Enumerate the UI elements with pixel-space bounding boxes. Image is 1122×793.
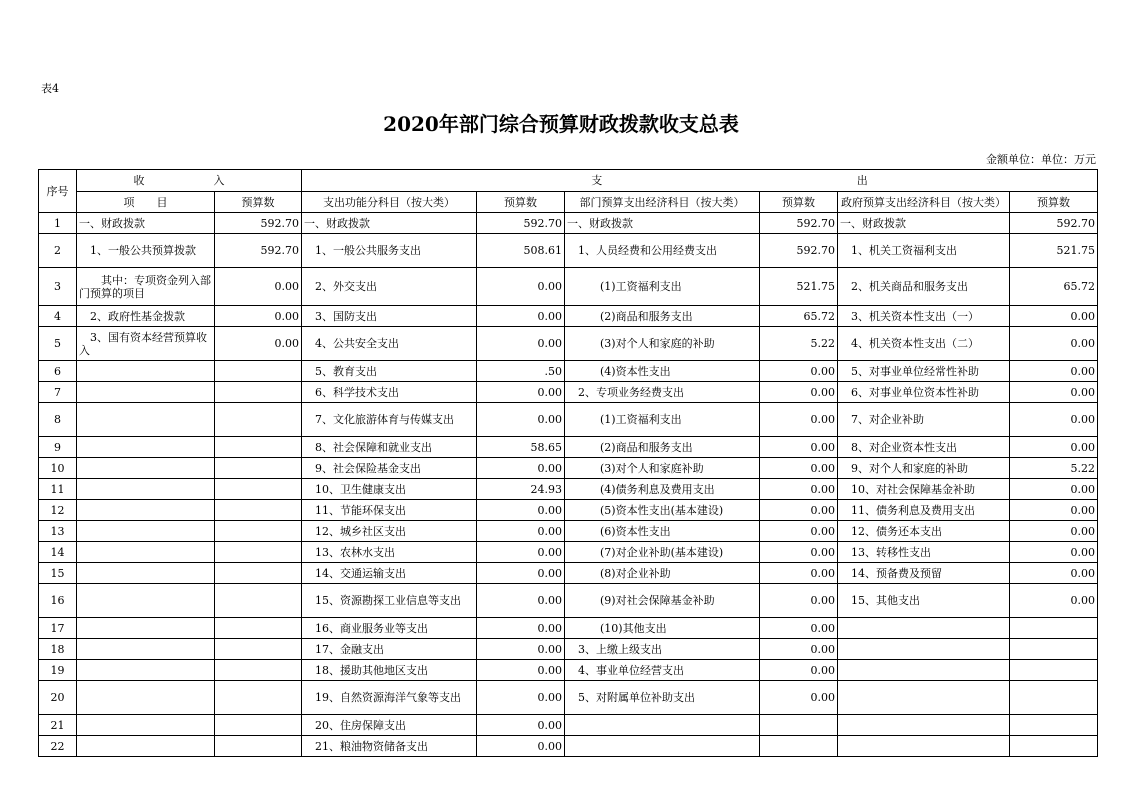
income-budget	[215, 584, 302, 618]
header-budget-dept: 预算数	[760, 192, 838, 213]
header-dept-econ: 部门预算支出经济科目（按大类）	[565, 192, 760, 213]
gov-econ-item: 6、对事业单位资本性补助	[838, 382, 1010, 403]
row-seq: 7	[39, 382, 77, 403]
income-budget	[215, 715, 302, 736]
func-budget: 0.00	[477, 458, 565, 479]
gov-econ-budget: 5.22	[1010, 458, 1098, 479]
func-item: 12、城乡社区支出	[302, 521, 477, 542]
header-income-a: 收	[133, 174, 145, 187]
func-item: 11、节能环保支出	[302, 500, 477, 521]
gov-econ-item	[838, 618, 1010, 639]
func-budget: 0.00	[477, 681, 565, 715]
income-budget	[215, 361, 302, 382]
func-budget: 0.00	[477, 403, 565, 437]
table-row	[39, 563, 1098, 584]
gov-econ-budget	[1010, 736, 1098, 757]
dept-econ-budget: 0.00	[760, 403, 838, 437]
func-budget: 508.61	[477, 234, 565, 268]
table-row	[39, 268, 1098, 306]
dept-econ-budget: 0.00	[760, 639, 838, 660]
dept-econ-budget: 0.00	[760, 458, 838, 479]
func-item: 8、社会保障和就业支出	[302, 437, 477, 458]
gov-econ-item: 7、对企业补助	[838, 403, 1010, 437]
row-seq: 3	[39, 268, 77, 306]
func-budget: 0.00	[477, 382, 565, 403]
dept-econ-budget	[760, 736, 838, 757]
gov-econ-item: 9、对个人和家庭的补助	[838, 458, 1010, 479]
income-item: 其中：专项资金列入部门预算的项目	[77, 268, 215, 306]
table-row	[39, 618, 1098, 639]
income-budget	[215, 681, 302, 715]
budget-summary-table	[38, 169, 1098, 757]
gov-econ-budget: 0.00	[1010, 479, 1098, 500]
row-seq: 19	[39, 660, 77, 681]
row-seq: 8	[39, 403, 77, 437]
table-row	[39, 306, 1098, 327]
dept-econ-item: 3、上缴上级支出	[565, 639, 760, 660]
header-seq: 序号	[39, 170, 77, 213]
table-row	[39, 361, 1098, 382]
dept-econ-item: (9)对社会保障基金补助	[565, 584, 760, 618]
income-item	[77, 639, 215, 660]
dept-econ-budget: 592.70	[760, 234, 838, 268]
func-item: 16、商业服务业等支出	[302, 618, 477, 639]
income-budget	[215, 563, 302, 584]
table-row	[39, 403, 1098, 437]
func-item: 15、资源勘探工业信息等支出	[302, 584, 477, 618]
table-row	[39, 213, 1098, 234]
func-budget: 24.93	[477, 479, 565, 500]
dept-econ-item: 一、财政拨款	[565, 213, 760, 234]
income-budget: 0.00	[215, 306, 302, 327]
gov-econ-budget: 0.00	[1010, 361, 1098, 382]
row-seq: 9	[39, 437, 77, 458]
gov-econ-item: 一、财政拨款	[838, 213, 1010, 234]
dept-econ-item: (1)工资福利支出	[565, 268, 760, 306]
gov-econ-item: 5、对事业单位经常性补助	[838, 361, 1010, 382]
gov-econ-item: 15、其他支出	[838, 584, 1010, 618]
dept-econ-budget: 521.75	[760, 268, 838, 306]
func-item: 3、国防支出	[302, 306, 477, 327]
gov-econ-item	[838, 736, 1010, 757]
func-budget: 592.70	[477, 213, 565, 234]
gov-econ-item	[838, 660, 1010, 681]
dept-econ-budget: 0.00	[760, 584, 838, 618]
func-budget: 58.65	[477, 437, 565, 458]
row-seq: 14	[39, 542, 77, 563]
dept-econ-budget: 0.00	[760, 479, 838, 500]
gov-econ-item: 12、债务还本支出	[838, 521, 1010, 542]
table-row	[39, 327, 1098, 361]
income-item	[77, 521, 215, 542]
gov-econ-item	[838, 639, 1010, 660]
func-budget: 0.00	[477, 660, 565, 681]
gov-econ-budget: 0.00	[1010, 542, 1098, 563]
gov-econ-budget: 0.00	[1010, 327, 1098, 361]
dept-econ-item: 4、事业单位经营支出	[565, 660, 760, 681]
dept-econ-budget: 0.00	[760, 660, 838, 681]
dept-econ-item: (2)商品和服务支出	[565, 437, 760, 458]
income-budget	[215, 639, 302, 660]
table-row	[39, 715, 1098, 736]
table-row	[39, 521, 1098, 542]
row-seq: 21	[39, 715, 77, 736]
dept-econ-item: (2)商品和服务支出	[565, 306, 760, 327]
income-budget	[215, 542, 302, 563]
income-item	[77, 563, 215, 584]
gov-econ-item: 13、转移性支出	[838, 542, 1010, 563]
func-item: 9、社会保险基金支出	[302, 458, 477, 479]
func-budget: 0.00	[477, 639, 565, 660]
func-budget: 0.00	[477, 268, 565, 306]
row-seq: 15	[39, 563, 77, 584]
income-item: 2、政府性基金拨款	[77, 306, 215, 327]
table-row	[39, 736, 1098, 757]
income-item	[77, 584, 215, 618]
func-budget: 0.00	[477, 542, 565, 563]
income-budget: 592.70	[215, 234, 302, 268]
dept-econ-item: (7)对企业补助(基本建设)	[565, 542, 760, 563]
table-row	[39, 437, 1098, 458]
gov-econ-item: 2、机关商品和服务支出	[838, 268, 1010, 306]
income-budget	[215, 479, 302, 500]
func-item: 6、科学技术支出	[302, 382, 477, 403]
gov-econ-budget: 0.00	[1010, 306, 1098, 327]
func-item: 19、自然资源海洋气象等支出	[302, 681, 477, 715]
gov-econ-item: 14、预备费及预留	[838, 563, 1010, 584]
dept-econ-item: (6)资本性支出	[565, 521, 760, 542]
func-item: 13、农林水支出	[302, 542, 477, 563]
func-item: 10、卫生健康支出	[302, 479, 477, 500]
gov-econ-item	[838, 715, 1010, 736]
gov-econ-item: 1、机关工资福利支出	[838, 234, 1010, 268]
table-row	[39, 500, 1098, 521]
dept-econ-budget: 0.00	[760, 437, 838, 458]
gov-econ-budget: 0.00	[1010, 382, 1098, 403]
gov-econ-budget	[1010, 618, 1098, 639]
dept-econ-budget: 0.00	[760, 618, 838, 639]
header-budget-gov: 预算数	[1010, 192, 1098, 213]
table-row	[39, 234, 1098, 268]
table-body	[39, 213, 1098, 757]
row-seq: 12	[39, 500, 77, 521]
gov-econ-item: 11、债务利息及费用支出	[838, 500, 1010, 521]
table-row	[39, 479, 1098, 500]
dept-econ-budget: 0.00	[760, 563, 838, 584]
income-item	[77, 681, 215, 715]
dept-econ-item: (4)债务利息及费用支出	[565, 479, 760, 500]
func-budget: 0.00	[477, 736, 565, 757]
row-seq: 16	[39, 584, 77, 618]
func-item: 一、财政拨款	[302, 213, 477, 234]
func-budget: 0.00	[477, 563, 565, 584]
dept-econ-item	[565, 736, 760, 757]
dept-econ-budget: 0.00	[760, 361, 838, 382]
func-item: 18、援助其他地区支出	[302, 660, 477, 681]
func-item: 2、外交支出	[302, 268, 477, 306]
gov-econ-budget: 521.75	[1010, 234, 1098, 268]
table-row	[39, 458, 1098, 479]
income-budget	[215, 736, 302, 757]
table-row	[39, 542, 1098, 563]
header-expense-a: 支	[591, 174, 603, 187]
income-item	[77, 479, 215, 500]
func-budget: 0.00	[477, 715, 565, 736]
func-item: 7、文化旅游体育与传媒支出	[302, 403, 477, 437]
income-budget: 592.70	[215, 213, 302, 234]
income-budget	[215, 437, 302, 458]
header-gov-econ: 政府预算支出经济科目（按大类）	[838, 192, 1010, 213]
income-budget	[215, 521, 302, 542]
income-budget: 0.00	[215, 268, 302, 306]
dept-econ-budget: 0.00	[760, 521, 838, 542]
func-budget: 0.00	[477, 618, 565, 639]
func-item: 17、金融支出	[302, 639, 477, 660]
dept-econ-item: (1)工资福利支出	[565, 403, 760, 437]
func-item: 21、粮油物资储备支出	[302, 736, 477, 757]
table-row	[39, 660, 1098, 681]
gov-econ-budget: 0.00	[1010, 521, 1098, 542]
dept-econ-budget	[760, 715, 838, 736]
amount-unit: 金额单位：单位：万元	[986, 153, 1096, 166]
dept-econ-budget: 0.00	[760, 542, 838, 563]
header-budget-func: 预算数	[477, 192, 565, 213]
func-item: 1、一般公共服务支出	[302, 234, 477, 268]
income-budget	[215, 382, 302, 403]
gov-econ-budget: 0.00	[1010, 500, 1098, 521]
income-item	[77, 618, 215, 639]
page-title: 2020年部门综合预算财政拨款收支总表	[383, 112, 739, 136]
dept-econ-budget: 5.22	[760, 327, 838, 361]
header-budget-income: 预算数	[215, 192, 302, 213]
dept-econ-item	[565, 715, 760, 736]
func-budget: 0.00	[477, 584, 565, 618]
gov-econ-budget: 0.00	[1010, 584, 1098, 618]
row-seq: 1	[39, 213, 77, 234]
dept-econ-item: 1、人员经费和公用经费支出	[565, 234, 760, 268]
gov-econ-item: 8、对企业资本性支出	[838, 437, 1010, 458]
income-item	[77, 715, 215, 736]
gov-econ-budget: 0.00	[1010, 563, 1098, 584]
dept-econ-item: (8)对企业补助	[565, 563, 760, 584]
dept-econ-item: (10)其他支出	[565, 618, 760, 639]
func-item: 14、交通运输支出	[302, 563, 477, 584]
income-item	[77, 437, 215, 458]
income-item	[77, 542, 215, 563]
header-income-b: 入	[213, 174, 225, 187]
gov-econ-item: 4、机关资本性支出（二）	[838, 327, 1010, 361]
income-budget	[215, 660, 302, 681]
gov-econ-budget	[1010, 681, 1098, 715]
table-number: 表4	[41, 82, 59, 95]
row-seq: 4	[39, 306, 77, 327]
income-item	[77, 660, 215, 681]
dept-econ-item: 5、对附属单位补助支出	[565, 681, 760, 715]
gov-econ-item	[838, 681, 1010, 715]
row-seq: 6	[39, 361, 77, 382]
income-item	[77, 382, 215, 403]
row-seq: 20	[39, 681, 77, 715]
func-item: 4、公共安全支出	[302, 327, 477, 361]
gov-econ-budget: 65.72	[1010, 268, 1098, 306]
gov-econ-item: 10、对社会保障基金补助	[838, 479, 1010, 500]
func-item: 20、住房保障支出	[302, 715, 477, 736]
header-row-1	[39, 170, 1098, 192]
table-row	[39, 681, 1098, 715]
func-budget: 0.00	[477, 327, 565, 361]
row-seq: 17	[39, 618, 77, 639]
dept-econ-budget: 0.00	[760, 382, 838, 403]
row-seq: 10	[39, 458, 77, 479]
gov-econ-budget	[1010, 660, 1098, 681]
dept-econ-budget: 0.00	[760, 681, 838, 715]
header-row-2	[39, 192, 1098, 213]
row-seq: 13	[39, 521, 77, 542]
func-budget: .50	[477, 361, 565, 382]
table-row	[39, 382, 1098, 403]
row-seq: 18	[39, 639, 77, 660]
table-row	[39, 639, 1098, 660]
income-item: 3、国有资本经营预算收入	[77, 327, 215, 361]
header-income	[77, 170, 302, 192]
gov-econ-budget	[1010, 639, 1098, 660]
row-seq: 11	[39, 479, 77, 500]
gov-econ-budget: 0.00	[1010, 403, 1098, 437]
income-item: 1、一般公共预算拨款	[77, 234, 215, 268]
dept-econ-item: (3)对个人和家庭的补助	[565, 327, 760, 361]
dept-econ-item: (3)对个人和家庭补助	[565, 458, 760, 479]
income-item	[77, 403, 215, 437]
income-item: 一、财政拨款	[77, 213, 215, 234]
header-func: 支出功能分科目（按大类）	[302, 192, 477, 213]
row-seq: 2	[39, 234, 77, 268]
income-budget	[215, 618, 302, 639]
income-item	[77, 361, 215, 382]
income-budget	[215, 458, 302, 479]
income-item	[77, 500, 215, 521]
dept-econ-item: 2、专项业务经费支出	[565, 382, 760, 403]
dept-econ-budget: 0.00	[760, 500, 838, 521]
func-budget: 0.00	[477, 306, 565, 327]
gov-econ-budget	[1010, 715, 1098, 736]
income-budget: 0.00	[215, 327, 302, 361]
row-seq: 22	[39, 736, 77, 757]
dept-econ-item: (4)资本性支出	[565, 361, 760, 382]
table-row	[39, 584, 1098, 618]
income-item	[77, 736, 215, 757]
dept-econ-budget: 65.72	[760, 306, 838, 327]
gov-econ-budget: 0.00	[1010, 437, 1098, 458]
gov-econ-budget: 592.70	[1010, 213, 1098, 234]
header-expense-b: 出	[856, 174, 868, 187]
gov-econ-item: 3、机关资本性支出（一）	[838, 306, 1010, 327]
dept-econ-item: (5)资本性支出(基本建设)	[565, 500, 760, 521]
income-budget	[215, 500, 302, 521]
dept-econ-budget: 592.70	[760, 213, 838, 234]
func-budget: 0.00	[477, 521, 565, 542]
header-item: 项 目	[77, 192, 215, 213]
row-seq: 5	[39, 327, 77, 361]
income-item	[77, 458, 215, 479]
header-expense	[302, 170, 1098, 192]
func-item: 5、教育支出	[302, 361, 477, 382]
func-budget: 0.00	[477, 500, 565, 521]
income-budget	[215, 403, 302, 437]
